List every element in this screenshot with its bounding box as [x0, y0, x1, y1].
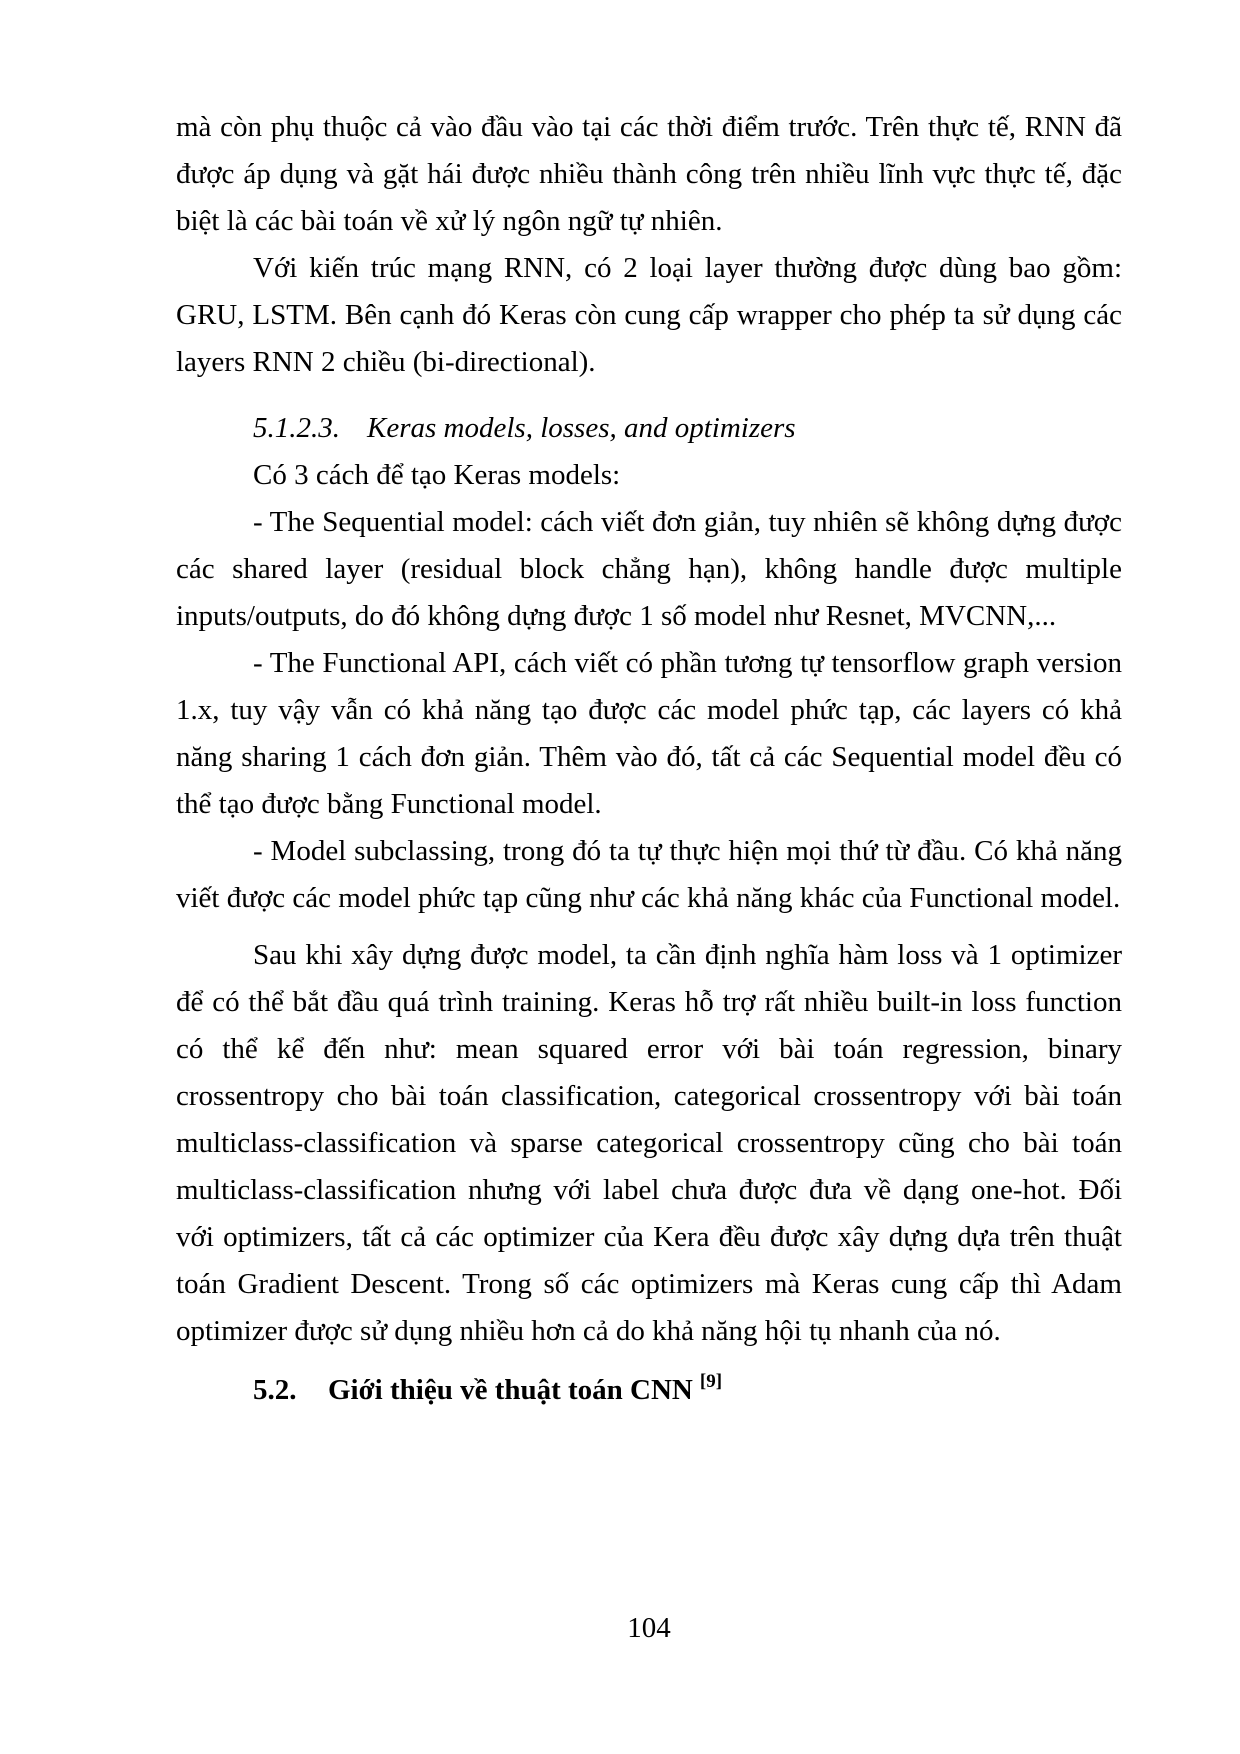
- heading-cnn-reference: [9]: [699, 1371, 723, 1392]
- heading-keras-models: [176, 405, 1122, 452]
- page-content: [176, 104, 1122, 1417]
- heading-cnn-title: Giới thiệu về thuật toán CNN: [328, 1374, 693, 1406]
- paragraph-loss-optimizer: Sau khi xây dựng được model, ta cần định nghĩa hàm loss và 1 optimizer để có thể bắt đầu quá trình training. Keras hỗ trợ rất nhiều built-in loss function có thể kể đến như: mean squared error với bài toán regression, binary crossentropy cho bài toán classification, categorical crossentropy với bài toán multiclass-classification và sparse categorical crossentropy cũng cho bài toán multiclass-classification nhưng với label chưa được đưa về dạng one-hot. Đối với optimizers, tất cả các optimizer của Kera đều được xây dựng dựa trên thuật toán Gradient Descent. Trong số các optimizers mà Keras cung cấp thì Adam optimizer được sử dụng nhiều hơn cả do khả năng hội tụ nhanh của nó.: [176, 939, 1122, 1347]
- paragraph-three-ways: Có 3 cách để tạo Keras models:: [253, 459, 621, 491]
- paragraph-rnn-layers: Với kiến trúc mạng RNN, có 2 loại layer thường được dùng bao gồm: GRU, LSTM. Bên cạnh đó Keras còn cung cấp wrapper cho phép ta sử dụng các layers RNN 2 chiều (bi-directional).: [176, 252, 1122, 378]
- heading-cnn: [176, 1367, 1122, 1417]
- paragraph-rnn-continuation: mà còn phụ thuộc cả vào đầu vào tại các thời điểm trước. Trên thực tế, RNN đã được áp dụng và gặt hái được nhiều thành công trên nhiều lĩnh vực thực tế, đặc biệt là các bài toán về xử lý ngôn ngữ tự nhiên.: [176, 111, 1122, 237]
- paragraph-sequential-model: - The Sequential model: cách viết đơn giản, tuy nhiên sẽ không dựng được các shared layer (residual block chẳng hạn), không handle được multiple inputs/outputs, do đó không dựng được 1 số model như Resnet, MVCNN,...: [176, 506, 1122, 632]
- heading-keras-models-title: Keras models, losses, and optimizers: [367, 412, 796, 444]
- heading-keras-models-number: 5.1.2.3.: [253, 412, 340, 444]
- heading-cnn-number: 5.2.: [253, 1374, 297, 1406]
- paragraph-model-subclassing: - Model subclassing, trong đó ta tự thực hiện mọi thứ từ đầu. Có khả năng viết được các model phức tạp cũng như các khả năng khác của Functional model.: [176, 835, 1122, 914]
- paragraph-functional-api: - The Functional API, cách viết có phần tương tự tensorflow graph version 1.x, tuy vậy vẫn có khả năng tạo được các model phức tạp, các layers có khả năng sharing 1 cách đơn giản. Thêm vào đó, tất cả các Sequential model đều có thể tạo được bằng Functional model.: [176, 647, 1122, 820]
- page-number: 104: [627, 1612, 671, 1644]
